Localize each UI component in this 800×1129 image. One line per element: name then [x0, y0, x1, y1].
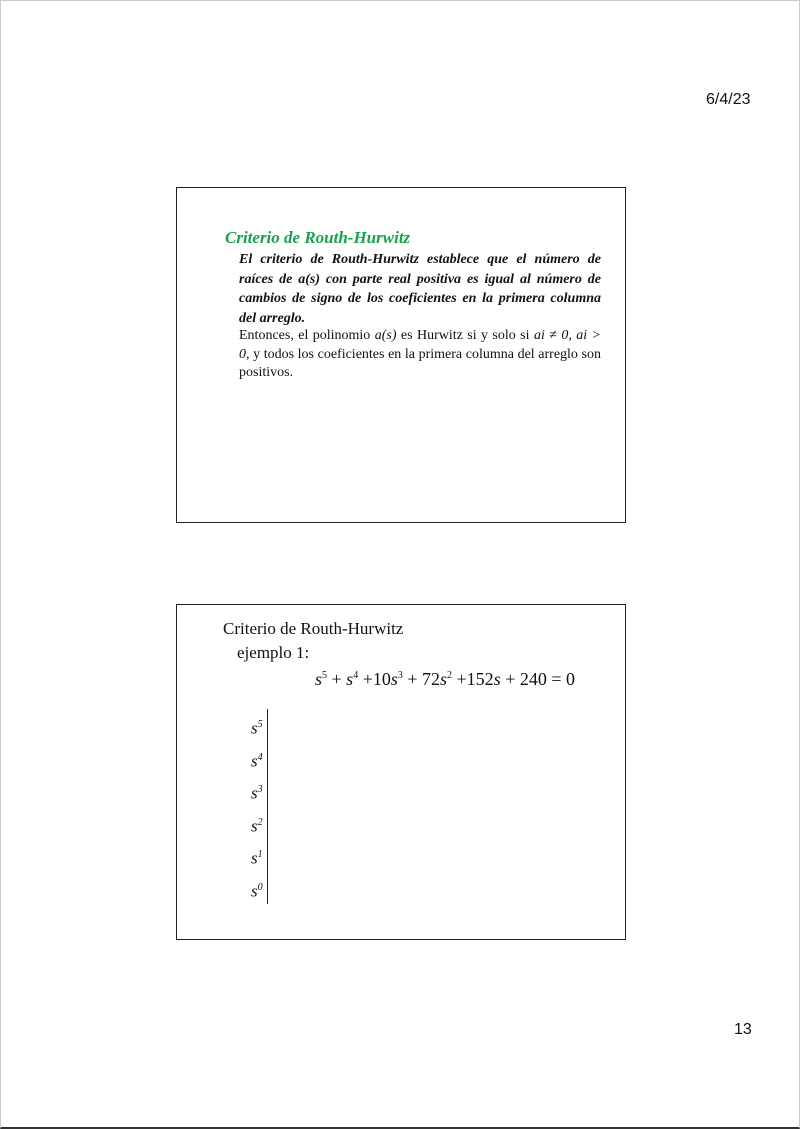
slide-title: Criterio de Routh-Hurwitz [225, 228, 411, 247]
routh-array [251, 709, 268, 904]
equation-term: $+10s^3$ [358, 669, 403, 689]
hurwitz-condition [239, 327, 601, 383]
text: es Hurwitz si y solo si [396, 328, 534, 343]
routh-row-label: $s^4$ [251, 751, 263, 771]
text: Entonces, el polinomio [239, 328, 375, 343]
slide-title: Criterio de Routh-Hurwitz [223, 619, 404, 638]
slide-thumbnail-1 [176, 187, 626, 523]
equation-rhs: = 0 [546, 669, 576, 689]
routh-row-label: $s^5$ [251, 718, 263, 738]
math-condition: ai ≠ 0, ai > 0, [239, 328, 601, 362]
example-label: ejemplo 1: [237, 643, 310, 662]
routh-row-label: $s^0$ [251, 881, 263, 901]
math: a(s) [374, 328, 397, 343]
routh-row-label: $s^3$ [251, 783, 263, 803]
page-number: 13 [734, 1021, 752, 1038]
polynomial-equation [315, 669, 575, 690]
routh-row-label: $s^1$ [251, 848, 263, 868]
equation-term: + $72s^2$ [402, 669, 453, 689]
equation-term: + 240 [500, 669, 547, 689]
equation-term: $s^5$ [315, 669, 328, 689]
equation-term: +152s [452, 669, 501, 689]
criterion-statement: El criterio de Routh-Hurwitz establece que el número de raíces de a(s) con parte real positiva es igual al número de cambios de signo de los coeficientes en la primera columna del arreglo. [239, 252, 601, 326]
text: y todos los coeficientes en la primera columna del arreglo son positivos. [239, 346, 601, 380]
equation-term: + $s^4$ [327, 669, 359, 689]
slide-thumbnail-2 [176, 604, 626, 940]
routh-row-label: $s^2$ [251, 816, 263, 836]
page-date: 6/4/23 [706, 91, 751, 108]
